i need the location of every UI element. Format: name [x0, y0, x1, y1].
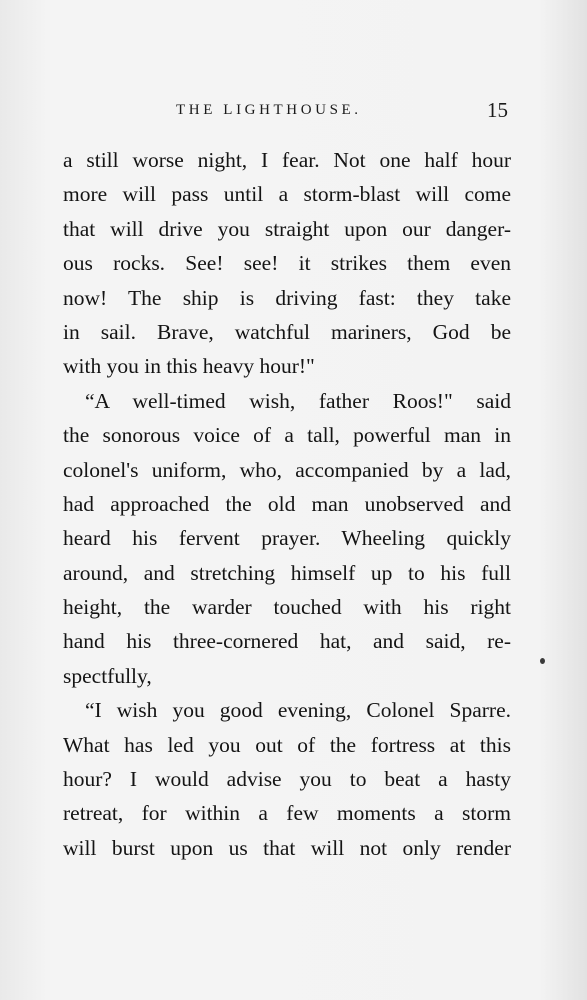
ink-speck: [540, 658, 545, 664]
text-line: ous rocks. See! see! it strikes them even: [63, 251, 511, 276]
text-line: colonel's uniform, who, accompanied by a lad,: [63, 457, 511, 482]
text-line: What has led you out of the fortress at this: [63, 732, 511, 757]
page-header: [0, 100, 587, 130]
text-line: with you in this heavy hour!": [63, 354, 315, 379]
text-line: had approached the old man unobserved and: [63, 491, 511, 516]
text-line: retreat, for within a few moments a storm: [63, 801, 511, 826]
text-line: height, the warder touched with his right: [63, 595, 511, 620]
text-line: in sail. Brave, watchful mariners, God be: [63, 319, 511, 344]
text-line: will burst upon us that will not only render: [63, 835, 511, 860]
page-number: 15: [487, 98, 508, 122]
running-title: THE LIGHTHOUSE.: [176, 102, 362, 118]
text-line: more will pass until a storm-blast will come: [63, 182, 511, 207]
text-line: heard his fervent prayer. Wheeling quickly: [63, 526, 511, 551]
text-line: hand his three-cornered hat, and said, re-: [63, 629, 511, 654]
text-line: spectfully,: [63, 663, 152, 688]
text-line: around, and stretching himself up to his full: [63, 560, 511, 585]
body-text: [63, 143, 511, 865]
text-line: “I wish you good evening, Colonel Sparre.: [85, 698, 511, 723]
text-line: the sonorous voice of a tall, powerful man in: [63, 423, 511, 448]
text-line: hour? I would advise you to beat a hasty: [63, 767, 511, 792]
text-line: now! The ship is driving fast: they take: [63, 285, 511, 310]
text-line: “A well-timed wish, father Roos!" said: [85, 388, 511, 413]
text-line: a still worse night, I fear. Not one half hour: [63, 148, 511, 172]
text-line: that will drive you straight upon our danger-: [63, 216, 511, 241]
